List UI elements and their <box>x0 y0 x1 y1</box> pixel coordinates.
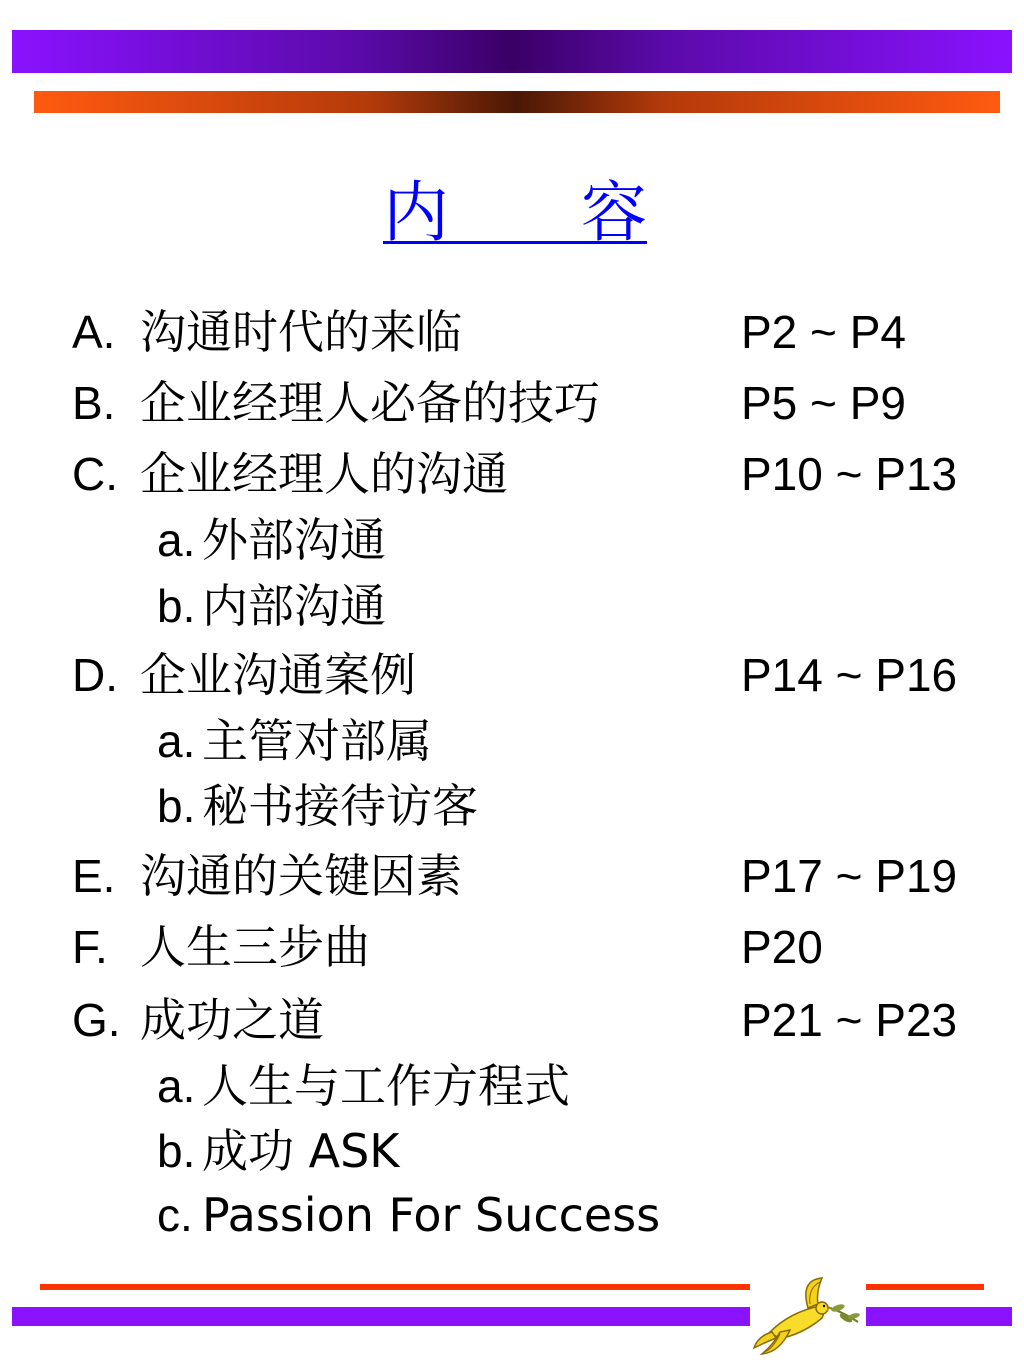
page-title: 内 容 <box>383 174 647 251</box>
toc-subitem-c-a <box>0 510 1024 570</box>
toc-text: 企业经理人必备的技巧 <box>140 376 600 430</box>
toc-page: P14 ~ P16 <box>741 649 958 701</box>
toc-text: 外部沟通 <box>202 513 386 567</box>
toc-page: P20 <box>741 921 823 973</box>
toc-text: 人生三步曲 <box>140 920 370 974</box>
toc-text: 企业经理人的沟通 <box>140 447 508 501</box>
toc-letter: a. <box>157 1060 196 1112</box>
toc-subitem-d-a <box>0 711 1024 771</box>
toc-text: 主管对部属 <box>202 714 432 768</box>
toc-item-f <box>0 917 1024 977</box>
footer-line-red-left <box>40 1284 750 1290</box>
toc-page: P21 ~ P23 <box>741 994 958 1046</box>
toc-letter: F. <box>72 921 108 973</box>
toc-item-e <box>0 846 1024 906</box>
toc-letter: A. <box>72 306 116 358</box>
toc-text: 沟通的关键因素 <box>140 849 462 903</box>
toc-page: P10 ~ P13 <box>741 448 958 500</box>
footer-bar-purple-right <box>866 1307 1012 1326</box>
toc-text: 秘书接待访客 <box>202 779 478 833</box>
toc-text: 成功 ASK <box>202 1124 400 1178</box>
footer-bar-purple-left <box>12 1307 750 1326</box>
footer-line-red-right <box>866 1284 984 1290</box>
toc-subitem-c-b <box>0 576 1024 636</box>
toc-letter: D. <box>72 649 118 701</box>
header-bar-orange <box>34 91 1000 113</box>
toc-letter: c. <box>157 1189 193 1241</box>
toc-item-d <box>0 645 1024 705</box>
toc-letter: a. <box>157 514 196 566</box>
toc-subitem-g-c <box>0 1185 1024 1245</box>
toc-page: P17 ~ P19 <box>741 850 958 902</box>
toc-text: 成功之道 <box>140 993 324 1047</box>
toc-letter: C. <box>72 448 118 500</box>
toc-letter: b. <box>157 580 196 632</box>
toc-text: 内部沟通 <box>202 579 386 633</box>
toc-page: P2 ~ P4 <box>741 306 906 358</box>
toc-text: 沟通时代的来临 <box>140 305 462 359</box>
header-bar-purple <box>12 30 1012 73</box>
toc-letter: b. <box>157 780 196 832</box>
toc-letter: G. <box>72 994 121 1046</box>
toc-text: 企业沟通案例 <box>140 648 416 702</box>
toc-subitem-d-b <box>0 776 1024 836</box>
toc-item-c <box>0 444 1024 504</box>
toc-item-g <box>0 990 1024 1050</box>
toc-item-b <box>0 373 1024 433</box>
toc-subitem-g-b <box>0 1121 1024 1181</box>
toc-text: 人生与工作方程式 <box>202 1059 570 1113</box>
toc-subitem-g-a <box>0 1056 1024 1116</box>
toc-page: P5 ~ P9 <box>741 377 906 429</box>
toc-letter: a. <box>157 715 196 767</box>
toc-letter: E. <box>72 850 116 902</box>
toc-letter: b. <box>157 1125 196 1177</box>
toc-text: Passion For Success <box>202 1188 661 1242</box>
toc-letter: B. <box>72 377 116 429</box>
dove-icon <box>750 1270 865 1360</box>
toc-item-a <box>0 302 1024 362</box>
